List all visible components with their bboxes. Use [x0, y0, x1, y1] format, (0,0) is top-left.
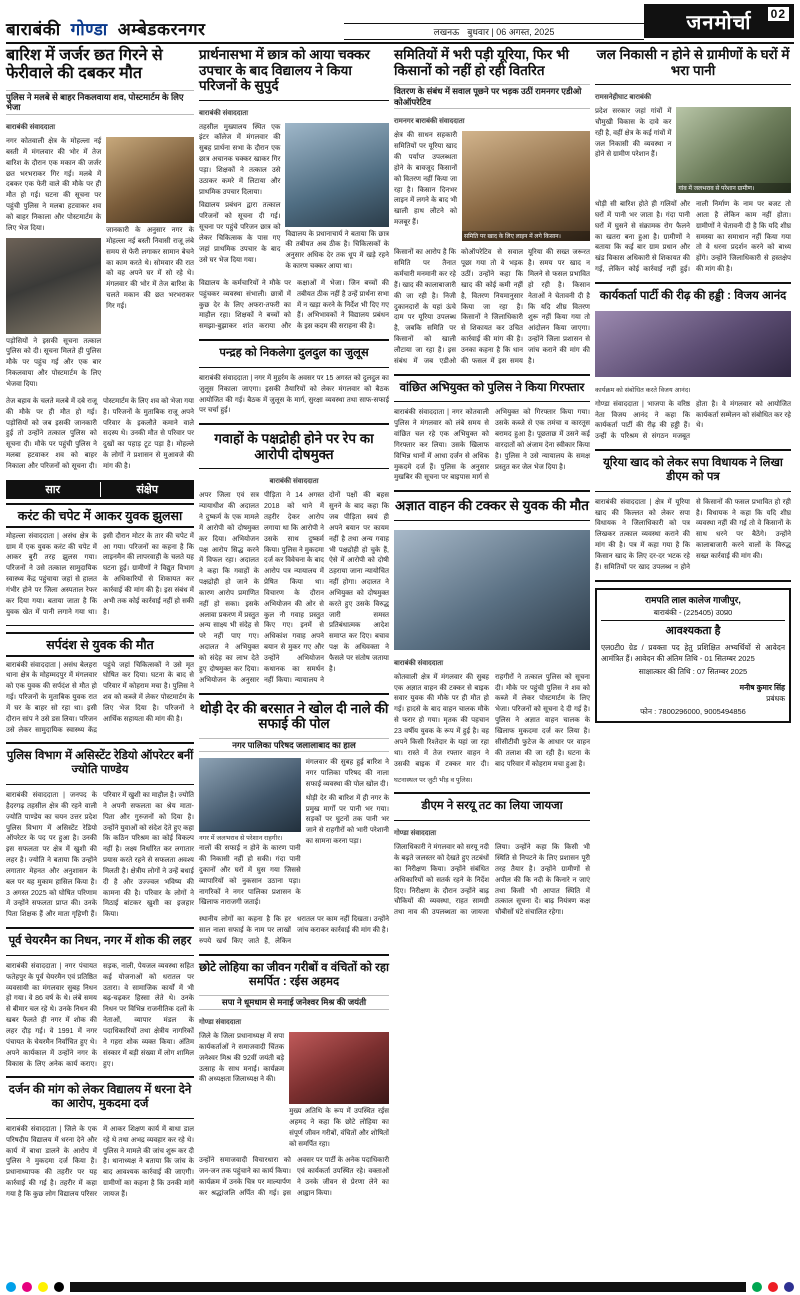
c2-bottom-photo: [199, 758, 301, 832]
c4-mid-text: गोण्डा संवाददाता | भाजपा के वरिष्ठ नेता विजय आनंद ने कहा कि कार्यकर्ता पार्टी की रीढ़ की हड्डी हैं। उन्हीं के परिश्रम से संगठन मजबूत होता है। वे मंगलवार को आयोजित कार्यकर्ता सम्मेलन को संबोधित कर रहे थे।: [595, 400, 791, 441]
reg-swatch-red: [768, 1282, 778, 1292]
page-columns: [6, 47, 794, 1201]
c3-bottom2-text-3: उन्होंने ग्रामीणों से अपील की कि नदी के किनारे न जाएं तथा किसी भी आपात स्थिति में तत्काल सूचना दें। बाढ़ नियंत्रण कक्ष चौबीसों घंटे संचालित रहेगा।: [495, 865, 590, 917]
c3-mid-text-2: पुलिस के अनुसार मुखबिर की सूचना पर बाइपास मार्ग से अभियुक्त को गिरफ्तार किया गया। उसके कब्जे से एक तमंचा व कारतूस बरामद हुआ है।: [394, 409, 590, 482]
c2-main2-a1: अपर जिला एवं सत्र न्यायाधीश की अदालत ने दुष्कर्म के एक मामले में आरोपी को दोषमुक्त कर दिया। अभियोजन पक्ष आरोप सिद्ध करने में विफल रहा। अदालत ने कहा कि गवाहों के पक्षद्रोही हो जाने के कारण आरोप प्रमाणित नहीं हो सका।: [199, 492, 259, 608]
c3-bottom-text-4: पुलिस ने अज्ञात वाहन चालक के खिलाफ मुकदमा दर्ज कर लिया है। सीसीटीवी फुटेज के आधार पर वाहन की तलाश की जा रही है। घटना के बाद परिवार में कोहराम मचा हुआ है।: [495, 717, 590, 768]
c1-lead-photo: [6, 238, 101, 334]
c3-bottom2-headline: डीएम ने सरयू तट का लिया जायजा: [421, 800, 563, 813]
c2-lead-headline: प्रार्थनासभा में छात्र को आया चक्कर उपचार के बाद विद्यालय ने किया परिजनों के सुपुर्द: [199, 47, 370, 94]
c4-mid-headline: कार्यकर्ता पार्टी की रीढ़ की हड्डी : विजय आनंद: [599, 289, 787, 302]
c3-bottom-text-2: मृतक की पहचान 23 वर्षीय युवक के रूप में हुई है। वह अपने किसी रिश्तेदार के यहां जा रहा था। रास्ते में तेज रफ्तार वाहन ने उसकी बाइक में टक्कर मार दी।: [394, 717, 490, 768]
masthead-dateline: [344, 4, 644, 40]
c2-bottom-text-4: स्थानीय लोगों का कहना है कि हर साल नाला सफाई के नाम पर लाखों रुपये खर्च किए जाते हैं, लेकिन धरातल पर काम नहीं दिखता। उन्होंने जांच कराकर कार्रवाई की मांग की है।: [199, 916, 389, 945]
c2-bottom2-headline: छोटे लोहिया का जीवन गरीबों व वंचितों को रहा समर्पित : रईस अहमद: [199, 961, 389, 988]
c1-s1-text: मोहल्ला संवाददाता | असंध क्षेत्र के ग्राम में एक युवक करंट की चपेट में आकर बुरी तरह झुलस गया। परिजनों ने उसे तत्काल सामुदायिक स्वास्थ्य केंद्र पहुंचाया जहां से हालत गंभीर होने पर जिला अस्पताल रेफर कर दिया गया। बताया जाता है कि युवक खेत में पानी लगाने गया था। इसी दौरान मोटर के तार की चपेट में आ गया। परिजनों का कहना है कि लाइनमैन की लापरवाही के चलते यह घटना हुई। ग्रामीणों ने विद्युत विभाग के अधिकारियों से शिकायत कर कार्रवाई की मांग की है। इस संबंध में अभी तक कोई कार्रवाई नहीं हो सकी है।: [6, 532, 194, 616]
c2-main2-headline: गवाहों के पक्षद्रोही होने पर रेप का आरोपी दोषमुक्त: [214, 431, 374, 462]
c1-lead-text-3: जानकारी के अनुसार नगर के मोहल्ला नई बस्ती निवासी राजू लंबे समय से फेरी लगाकर सामान बेचने का काम करते थे। सोमवार की रात को वह अपने घर में सो रहे थे। मंगलवार की भोर में तेज बारिश के चलते मकान की छत भरभराकर गिर गई।: [106, 227, 194, 310]
c2-bottom2-byline: गोण्डा संवाददाता: [199, 1019, 242, 1026]
page-number: 02: [767, 6, 790, 22]
banner-tab-sankshep[interactable]: संक्षेप: [100, 482, 195, 497]
c3-mid-headline: वांछित अभियुक्त को पुलिस ने किया गिरफ्तार: [399, 381, 585, 394]
c2-lead-text-2: विद्यालय प्रबंधन द्वारा तत्काल परिजनों को सूचना दी गई। सूचना पर पहुंचे परिजन छात्र को लेकर चिकित्सक के पास गए जहां प्राथमिक उपचार के बाद उसे घर भेज दिया गया।: [199, 202, 281, 264]
dateline-date: बुधवार | 06 अगस्त, 2025: [467, 27, 555, 37]
c4-lead-text-1: प्रदेश सरकार जहां गांवों में चौमुखी विकास के दावे कर रही है, वहीं क्षेत्र के कई गांवों में जल निकासी की व्यवस्था न होने से ग्रामीण परेशान हैं।: [595, 108, 672, 159]
c2-mini-text: बाराबंकी संवाददाता | नगर में मुहर्रम के अवसर पर 15 अगस्त को दुलदुल का जुलूस निकाला जाएगा। इसकी तैयारियों को लेकर मंगलवार को बैठक आयोजित की गई। बैठक में जुलूस के मार्ग, सुरक्षा व्यवस्था तथा साफ-सफाई पर चर्चा हुई।: [199, 374, 389, 415]
c3-lead-headline: समितियों में भरी पड़ी यूरिया, फिर भी किसानों को नहीं हो रही वितरित: [394, 47, 570, 78]
masthead-rule: [6, 42, 794, 44]
c2-bottom2-text-2: मुख्य अतिथि के रूप में उपस्थित रईस अहमद ने कहा कि छोटे लोहिया का संपूर्ण जीवन गरीबों, वंचितों और शोषितों को समर्पित रहा।: [289, 1108, 389, 1148]
banner-tab-saar[interactable]: सार: [45, 483, 61, 496]
c2-main2-b2: विचारण के दौरान अभियोजन की ओर से कुल नौ गवाह प्रस्तुत किए गए। इनमें से अधिकांश गवाह अपने बयान से मुकर गए और उन्होंने अभियोजन कथानक का समर्थन नहीं किया।: [264, 589, 324, 684]
c2-bottom2-photo: [289, 1032, 389, 1104]
c1-s3-text-2: 3 अगस्त 2025 को घोषित परिणाम में उन्होंने सफलता प्राप्त की। उनके पिता शिक्षक हैं और माता गृहिणी हैं। परिवार में खुशी का माहौल है। ज्योति ने अपनी सफलता का श्रेय माता-पिता और गुरुजनों को दिया है।: [6, 792, 194, 919]
c3-lead-text-3: इस संबंध में जब एडीओ कोऑपरेटिव से सवाल पूछा गया तो वे भड़क उठीं। उन्होंने कहा कि खाद की कोई कमी नहीं है, वितरण नियमानुसार किया जा रहा है।: [394, 249, 523, 365]
c3-lead-photo-caption: समिति पर खाद के लिए लाइन में लगे किसान।: [462, 231, 590, 241]
city-barabanki: बाराबंकी: [6, 20, 61, 39]
c2-lead-text-5: जिन बच्चों की तबीयत ठीक नहीं है उन्हें प्रार्थना सभा में न खड़ा करने के निर्देश भी दिए गए हैं। अभिभावकों ने विद्यालय प्रबंधन के इस कदम की सराहना की है।: [297, 279, 389, 331]
ad-note: साक्षात्कार की तिथि : 07 सितम्बर 2025: [638, 667, 748, 677]
reg-swatch-blue: [784, 1282, 794, 1292]
city-gonda: गोण्डा: [70, 20, 108, 39]
c2-bottom-text-2: थोड़ी देर की बारिश में ही नगर के प्रमुख मार्गों पर पानी भर गया। सड़कों पर घुटनों तक पानी भर जाने से राहगीरों को भारी परेशानी का सामना करना पड़ा।: [305, 794, 389, 846]
reg-swatch-green: [752, 1282, 762, 1292]
c4-lead-text-2: थोड़ी सी बारिश होते ही गलियों और घरों में पानी भर जाता है। गंदा पानी घरों में घुसने से संक्रामक रोग फैलने का खतरा बना हुआ है।: [595, 201, 690, 241]
ad-signature-name: मनीष कुमार सिंह: [739, 682, 785, 692]
c3-bottom-caption: घटनास्थल पर जुटी भीड़ व पुलिस।: [394, 777, 473, 785]
c3-bottom-text-3: राहगीरों ने तत्काल पुलिस को सूचना दी। मौके पर पहुंची पुलिस ने शव को कब्जे में लेकर पोस्टमार्टम के लिए भेजा। परिजनों को सूचना दे दी गई है।: [495, 673, 590, 714]
c1-lead-subhead: पुलिस ने मलबे से बाहर निकलवाया शव, पोस्टमार्टम के लिए भेजा: [6, 90, 194, 115]
ad-institution-line1: रामपति लाल कालेज गाजीपुर,: [645, 594, 741, 605]
c3-mid-text-1: बाराबंकी संवाददाता | नगर कोतवाली पुलिस ने मंगलवार को लंबे समय से वांछित चल रहे एक अभियुक्त को गिरफ्तार कर लिया। उसके खिलाफ विभिन्न थानों में आधा दर्जन से अधिक मुकदमे दर्ज हैं।: [394, 409, 489, 471]
c3-bottom2-text-2: निरीक्षण के दौरान उन्होंने बाढ़ चौकियों की व्यवस्था, राहत सामग्री तथा नाव की उपलब्धता का जायजा लिया। उन्होंने कहा कि किसी भी स्थिति से निपटने के लिए प्रशासन पूरी तरह तैयार है।: [394, 844, 590, 917]
c1-s4-headline: पूर्व चेयरमैन का निधन, नगर में शोक की लहर: [8, 935, 192, 948]
city-ambedkarnagar: अम्बेडकरनगर: [117, 20, 206, 39]
c1-lead-text-4: तेज बहाव के चलते मलबे में दबे राजू की मौके पर ही मौत हो गई। पड़ोसियों को जब इसकी जानकारी हुई तो उन्होंने तत्काल पुलिस को सूचना दी। मौके पर पहुंची पुलिस ने मलबा हटवाकर शव को बाहर निकाला और परिजनों को सूचना दी। पोस्टमार्टम के लिए शव को भेजा गया है।: [6, 397, 194, 470]
c1-s1-headline: करंट की चपेट में आकर युवक झुलसा: [6, 503, 194, 528]
c3-lead-subhead: वितरण के संबंध में सवाल पूछने पर भड़क उठीं रामनगर एडीओ कोऑपरेटिव: [394, 84, 590, 109]
c3-bottom2-text-1: जिलाधिकारी ने मंगलवार को सरयू नदी के बढ़ते जलस्तर को देखते हुए तटबंधों का निरीक्षण किया। उन्होंने संबंधित अधिकारियों को सतर्क रहने के निर्देश दिए।: [394, 844, 489, 895]
c1-s3-text-3: उन्होंने युवाओं को संदेश देते हुए कहा कि कठिन परिश्रम का कोई विकल्प नहीं है। लक्ष्य निर्धारित कर लगातार प्रयास करते रहने से सफलता अवश्य मिलती है। क्षेत्रीय लोगों ने उन्हें बधाई दी है और उज्ज्वल भविष्य की कामना की है। परिवार के लोगों ने मिठाई बांटकर खुशी का इजहार किया।: [103, 824, 194, 919]
c2-bottom2-subhead: सपा ने धूमधाम से मनाई जनेश्वर मिश्र की जयंती: [199, 995, 389, 1010]
c1-lead-byline: बाराबंकी संवाददाता: [6, 124, 56, 132]
c2-main2-a2: इसके अलावा प्रकरण में प्रस्तुत अन्य साक्ष्य भी संदेह से परे नहीं पाए गए। अदालत ने अभियुक्त को संदेह का लाभ देते हुए दोषमुक्त कर दिया।: [199, 600, 259, 673]
c4-lead-headline: जल निकासी न होने से ग्रामीणों के घरों में भरा पानी: [596, 47, 790, 78]
c4-lead-text-4: ग्रामीणों ने चेतावनी दी है कि यदि शीघ्र समस्या का समाधान नहीं किया गया तो वे धरना प्रदर्शन करने को बाध्य होंगे। उन्होंने जिलाधिकारी से हस्तक्षेप की मांग की है।: [696, 222, 791, 274]
c1-lead-text-5: परिजनों के मुताबिक राजू अपने परिवार के इकलौते कमाने वाले सदस्य थे। उनकी मौत से परिवार पर दुखों का पहाड़ टूट पड़ा है। मोहल्ले के लोगों ने प्रशासन से मुआवजे की मांग की है।: [103, 408, 194, 470]
c2-bottom2-text-1: जिले के जिला प्रधानाध्यक्ष में सपा कार्यकर्ताओं ने समाजवादी चिंतक जनेश्वर मिश्र की 92वीं जयंती बड़े उत्साह के साथ मनाई। कार्यक्रम की अध्यक्षता जिलाध्यक्ष ने की।: [199, 1033, 285, 1084]
c3-mid-text-3: पूछताछ में उसने कई वारदातों को अंजाम देना स्वीकार किया है। पुलिस ने उसे न्यायालय के समक्ष प्रस्तुत कर जेल भेज दिया है।: [495, 431, 590, 471]
c2-bottom-text-1: मंगलवार की सुबह हुई बारिश ने नगर पालिका परिषद की नाला सफाई व्यवस्था की पोल खोल दी।: [305, 759, 389, 788]
c1-s4-text-2: वे 1991 में नगर पंचायत के चेयरमैन निर्वाचित हुए थे। अपने कार्यकाल में उन्होंने नगर के विकास के लिए अनेक कार्य कराए। सड़क, नाली, पेयजल व्यवस्था सहित कई योजनाओं को धरातल पर उतारा। वे सामाजिक कार्यों में भी बढ़-चढ़कर हिस्सा लेते थे।: [6, 962, 194, 1068]
c3-lead-text-2: किसानों का आरोप है कि समिति पर तैनात कर्मचारी मनमानी कर रहे हैं। खाद की कालाबाजारी की जा रही है। निजी दुकानदारों के यहां ऊंचे दाम पर यूरिया उपलब्ध है, जबकि समिति पर किसानों को खाली लौटाया जा रहा है।: [394, 249, 456, 354]
c4-mid-photo: [595, 311, 791, 377]
c2-main2-byline: बाराबंकी संवाददाता: [269, 478, 319, 486]
c1-s4-text-1: बाराबंकी संवाददाता | नगर पंचायत फतेहपुर के पूर्व चेयरमैन एवं प्रतिष्ठित व्यवसायी का मंगलवार सुबह निधन हो गया। वे 86 वर्ष के थे। लंबे समय से बीमार चल रहे थे। उनके निधन की खबर फैलते ही नगर में शोक की लहर दौड़ गई।: [6, 962, 97, 1035]
c1-lead-photo-2: [106, 137, 194, 223]
c1-s2-headline: सर्पदंश से युवक की मौत: [6, 632, 194, 657]
column-1: [6, 47, 194, 1201]
c4-lead-text-3: ग्रामीणों ने बताया कि कई बार ग्राम प्रधान और खंड विकास अधिकारी से शिकायत की गई, लेकिन कोई कार्रवाई नहीं हुई। नाली निर्माण के नाम पर बजट तो आता है लेकिन काम नहीं होता।: [595, 201, 791, 274]
reg-swatch-black: [54, 1282, 64, 1292]
c3-lead-text-4: किसानों ने जिलाधिकारी से शिकायत कर उचित कार्रवाई की मांग की है। उनका कहना है कि धान की फसल में इस समय यूरिया की सख्त जरूरत है। समय पर खाद न मिलने से फसल प्रभावित हो रही है।: [461, 249, 590, 365]
ad-phone[interactable]: फोन : 7800296000, 9005494856: [640, 707, 746, 717]
c2-lead-text-3: विद्यालय के प्रधानाचार्य ने बताया कि छात्र की तबीयत अब ठीक है। चिकित्सकों के अनुसार अधिक देर तक धूप में खड़े रहने के कारण चक्कर आया था।: [285, 230, 389, 271]
c1-section-banner: [6, 480, 194, 499]
ad-body: एल0टी0 ग्रेड / प्रवक्ता पद हेतु प्रशिक्षित अभ्यर्थियों से आवेदन आमंत्रित हैं। आवेदन की अंतिम तिथि - 01 सितम्बर 2025: [601, 642, 785, 664]
c1-lead-text-1: नगर कोतवाली क्षेत्र के मोहल्ला नई बस्ती में मंगलवार की भोर में तेज बारिश के दौरान एक मकान की जर्जर छत भरभराकर गिर गई। मलबे में दबकर एक फेरी वाले की मौके पर ही मौत हो गई। घटना की सूचना पर पहुंची पुलिस ने मलबा हटवाकर शव को बाहर निकाला और पोस्टमार्टम के लिए भेज दिया।: [6, 138, 102, 232]
c4-mid-caption: कार्यक्रम को संबोधित करते विजय आनंद।: [595, 386, 691, 394]
c2-bottom-subhead: नगर पालिका परिषद जलालाबाद का हाल: [199, 738, 389, 753]
column-3: [394, 47, 590, 1201]
classified-ad: [595, 588, 791, 724]
column-4: [595, 47, 791, 1201]
c2-main2-c2: अदालत ने अभियुक्त को दोषमुक्त करते हुए उसके विरुद्ध जारी समस्त प्रतिबंधात्मक आदेश समाप्त कर दिए। बचाव पक्ष के अधिवक्ता ने फैसले पर संतोष जताया है।: [329, 579, 390, 673]
c4-lead-photo-caption: गांव में जलभराव से परेशान ग्रामीण।: [676, 183, 791, 193]
c2-bottom-caption: नगर में जलभराव से परेशान राहगीर।: [199, 835, 283, 843]
c1-s5-text: बाराबंकी संवाददाता | जिले के एक परिषदीय विद्यालय में धरना देने और कार्य में बाधा डालने के आरोप में पुलिस ने मुकदमा दर्ज किया है। प्रधानाध्यापक की तहरीर पर यह कार्रवाई की गई है। तहरीर में कहा गया है कि कुछ लोग विद्यालय परिसर में आकर शिक्षण कार्य में बाधा डाल रहे थे तथा अभद्र व्यवहार कर रहे थे। पुलिस ने मामले की जांच शुरू कर दी है। थानाध्यक्ष ने बताया कि जांच के बाद आवश्यक कार्रवाई की जाएगी। ग्रामीणों का कहना है कि उनकी मांगें जायज हैं।: [6, 1125, 194, 1199]
c3-bottom2-byline: गोण्डा संवाददाता: [394, 830, 437, 838]
c2-lead-byline: बाराबंकी संवाददाता: [199, 109, 249, 117]
c3-lead-photo: [462, 131, 590, 241]
c2-main2-b1: अभियोजन के अनुसार पीड़िता ने 14 अगस्त 2018 को थाने में तहरीर देकर आरोप लगाया था कि आरोपी ने उसके साथ दुष्कर्म किया। पुलिस ने मुकदमा दर्ज कर विवेचना के बाद आरोप पत्र न्यायालय में प्रेषित किया था।: [199, 492, 324, 684]
c3-lead-text-5: किसान नेताओं ने चेतावनी दी है कि यदि शीघ्र वितरण शुरू नहीं किया गया तो आंदोलन किया जाएगा। उन्होंने जिला प्रशासन से जांच कराने की मांग की है।: [528, 281, 590, 365]
c1-lead-headline: बारिश में जर्जर छत गिरने से फेरीवाले की दबकर मौत: [6, 47, 163, 83]
dateline-place: लखनऊ: [433, 27, 460, 37]
ad-institution-line2: बाराबंकी - (225405) उ0प्र0: [653, 608, 733, 618]
c3-lead-byline: रामनगर बाराबंकी संवाददाता: [394, 118, 465, 126]
c2-main2-c1: न्यायालय ने दोनों पक्षों की बहस सुनने के बाद कहा कि जब पीड़िता स्वयं ही अपने बयान पर कायम नहीं है तथा अन्य गवाह भी पक्षद्रोही हो चुके हैं, ऐसे में आरोपी को दोषी ठहराया जाना न्यायोचित नहीं होगा।: [294, 492, 389, 684]
c2-bottom-headline: थोड़ी देर की बरसात ने खोल दी नाले की सफाई की पोल: [199, 700, 389, 732]
c3-bottom-photo: [394, 530, 590, 650]
c2-bottom-text-3: नालों की सफाई न होने के कारण पानी की निकासी नहीं हो सकी। गंदा पानी दुकानों और घरों में घुस गया जिससे व्यापारियों को नुकसान उठाना पड़ा। नागरिकों ने नगर पालिका प्रशासन के खिलाफ नाराजगी जताई।: [199, 845, 301, 907]
c1-s2-text: बाराबंकी संवाददाता | असंध बेलहरा थाना क्षेत्र के मोहम्मदपुर में मंगलवार को एक युवक की सर्पदंश से मौत हो गई। परिजनों के मुताबिक युवक रात में घर के बाहर सो रहा था। इसी दौरान सांप ने उसे डस लिया। परिजन उसे लेकर सामुदायिक स्वास्थ्य केंद्र पहुंचे जहां चिकित्सकों ने उसे मृत घोषित कर दिया। घटना के बाद से परिवार में कोहराम मचा है। पुलिस ने शव को कब्जे में लेकर पोस्टमार्टम के लिए भेज दिया है। परिजनों ने आर्थिक सहायता की मांग की है।: [6, 661, 194, 734]
c4-lead-byline: रामसनेहीघाट बाराबंकी: [595, 94, 652, 102]
c4-mid2-text-1: बाराबंकी संवाददाता | क्षेत्र में यूरिया खाद की किल्लत को लेकर सपा विधायक ने जिलाधिकारी को पत्र लिखकर तत्काल व्यवस्था कराने की मांग की है।: [595, 498, 690, 550]
masthead-cities: [6, 4, 344, 40]
publication-logo: [644, 4, 794, 38]
reg-swatch-yellow: [38, 1282, 48, 1292]
c2-lead-text-1: तहसील मुख्यालय स्थित एक इंटर कॉलेज में मंगलवार की सुबह प्रार्थना सभा के दौरान एक छात्र अचानक चक्कर खाकर गिर पड़ा। शिक्षकों ने तत्काल उसे उठाकर कमरे में लिटाया और प्राथमिक उपचार दिलाया।: [199, 123, 281, 196]
c2-bottom2-text-4: इस अवसर पर पार्टी के अनेक पदाधिकारी एवं कार्यकर्ता उपस्थित रहे। वक्ताओं ने उनके जीवन से प्रेरणा लेने का आह्वान किया।: [282, 1157, 390, 1197]
reg-swatch-magenta: [22, 1282, 32, 1292]
c3-lead-text-1: क्षेत्र की साधन सहकारी समितियों पर यूरिया खाद की पर्याप्त उपलब्धता होने के बावजूद किसानों को वितरण नहीं किया जा रहा है। किसान दिनभर लाइन में लगने के बाद भी खाली हाथ लौटने को मजबूर हैं।: [394, 132, 458, 227]
c1-s4-text-3: उनके निधन पर विभिन्न राजनीतिक दलों के नेताओं, व्यापार मंडल के पदाधिकारियों तथा क्षेत्रीय नागरिकों ने गहरा शोक व्यक्त किया। अंतिम संस्कार में बड़ी संख्या में लोग शामिल हुए।: [103, 995, 194, 1068]
reg-swatch-cyan: [6, 1282, 16, 1292]
c4-mid2-headline: यूरिया खाद को लेकर सपा विधायक ने लिखा डीएम को पत्र: [603, 457, 783, 483]
c3-bottom-text-1: कोतवाली क्षेत्र में मंगलवार की सुबह एक अज्ञात वाहन की टक्कर से बाइक सवार युवक की मौके पर ही मौत हो गई। हादसे के बाद वाहन चालक मौके से फरार हो गया।: [394, 673, 489, 725]
logo-text: जनमोर्चा: [686, 11, 752, 34]
c4-mid2-text-3: विधायक ने कहा कि यदि शीघ्र व्यवस्था नहीं की गई तो वे किसानों के साथ धरने पर बैठेंगे। उन्होंने कालाबाजारी करने वालों के विरुद्ध सख्त कार्रवाई की मांग की।: [696, 509, 791, 560]
masthead: [6, 4, 794, 40]
c4-lead-photo: [676, 107, 791, 193]
c2-lead-text-4: विद्यालय के कर्मचारियों ने मौके पर पहुंचकर व्यवस्था संभाली। छात्रों में कुछ देर के लिए अफरा-तफरी का माहौल रहा। शिक्षकों ने बच्चों को समझा-बुझाकर शांत कराया और कक्षाओं में भेजा।: [199, 279, 345, 331]
registration-bar: [0, 1279, 800, 1295]
c3-bottom-headline: अज्ञात वाहन की टक्कर से युवक की मौत: [395, 498, 589, 514]
c2-bottom2-text-3: उन्होंने समाजवादी विचारधारा को जन-जन तक पहुंचाने का कार्य किया। कार्यक्रम में उनके चित्र पर माल्यार्पण कर श्रद्धांजलि अर्पित की गई।: [199, 1157, 291, 1197]
ad-title: आवश्यकता है: [665, 625, 721, 638]
c2-lead-photo: [285, 123, 389, 227]
column-2: [199, 47, 389, 1201]
c1-s3-text-1: बाराबंकी संवाददाता | जनपद के हैदरगढ़ तहसील क्षेत्र की रहने वाली ज्योति पाण्डेय का चयन उत्तर प्रदेश पुलिस विभाग में असिस्टेंट रेडियो ऑपरेटर के पद पर हुआ है। उनकी इस सफलता पर क्षेत्र में खुशी की लहर है। ज्योति ने बताया कि उन्होंने लगातार मेहनत और अनुशासन के बल पर यह मुकाम हासिल किया है।: [6, 792, 97, 886]
c1-s5-headline: दर्जन की मांग को लेकर विद्यालय में धरना देने का आरोप, मुकदमा दर्ज: [8, 1084, 192, 1111]
c1-s3-headline: पुलिस विभाग में असिस्टेंट रेडियो ऑपरेटर बनीं ज्योति पाण्डेय: [6, 750, 194, 777]
c1-lead-text-2: पड़ोसियों ने इसकी सूचना तत्काल पुलिस को दी। सूचना मिलते ही पुलिस मौके पर पहुंच गई और एक बार निकलवाया और पोस्टमार्टम के लिए भेजवा दिया।: [6, 337, 102, 388]
c2-mini-headline: पन्द्रह को निकलेगा दुलदुल का जुलूस: [219, 347, 369, 360]
c3-bottom-byline: बाराबंकी संवाददाता: [394, 659, 444, 667]
ad-signature-role: प्रबंधक: [766, 693, 785, 703]
c4-mid2-text-2: पत्र में कहा गया है कि किसान खाद के लिए दर-दर भटक रहे हैं। समितियों पर खाद उपलब्ध न होने से किसानों की फसल प्रभावित हो रही है।: [595, 498, 791, 571]
